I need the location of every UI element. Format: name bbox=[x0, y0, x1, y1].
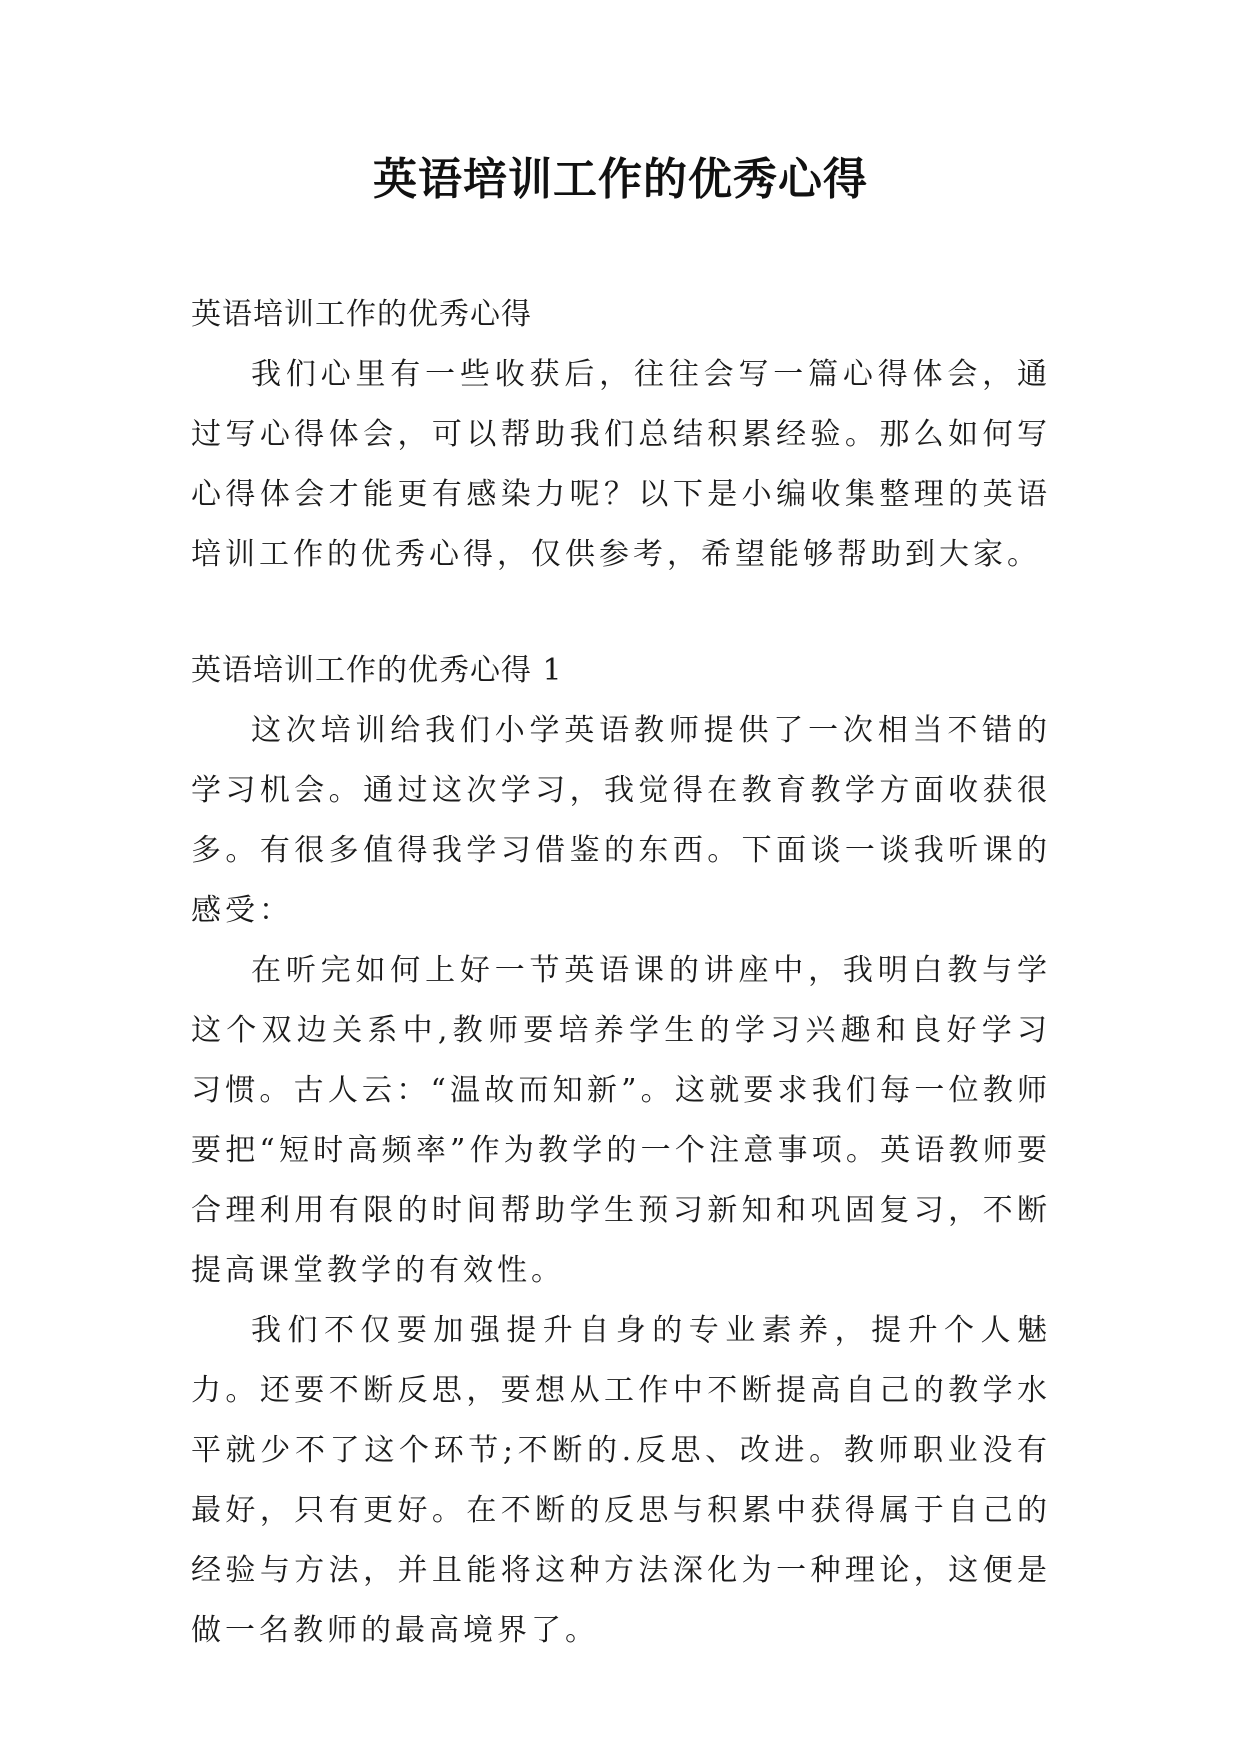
section-heading: 英语培训工作的优秀心得 bbox=[191, 297, 532, 332]
document-title: 英语培训工作的优秀心得 bbox=[373, 154, 868, 205]
body-paragraph: 这次培训给我们小学英语教师提供了一次相当不错的学习机会。通过这次学习，我觉得在教育教学方面收获很多。有很多值得我学习借鉴的东西。下面谈一谈我听课的感受： bbox=[191, 713, 1051, 928]
body-paragraph: 我们不仅要加强提升自身的专业素养，提升个人魅力。还要不断反思，要想从工作中不断提高自己的教学水平就少不了这个环节;不断的.反思、改进。教师职业没有最好，只有更好。在不断的反思与积累中获得属于自己的经验与方法，并且能将这种方法深化为一种理论，这便是做一名教师的最高境界了。 bbox=[191, 1313, 1051, 1648]
body-paragraph: 在听完如何上好一节英语课的讲座中，我明白教与学这个双边关系中,教师要培养学生的学习兴趣和良好学习习惯。古人云：“温故而知新”。这就要求我们每一位教师要把“短时高频率”作为教学的一个注意事项。英语教师要合理利用有限的时间帮助学生预习新知和巩固复习，不断提高课堂教学的有效性。 bbox=[191, 953, 1051, 1288]
section-heading: 英语培训工作的优秀心得 1 bbox=[191, 653, 563, 688]
intro-paragraph: 我们心里有一些收获后，往往会写一篇心得体会，通过写心得体会，可以帮助我们总结积累经验。那么如何写心得体会才能更有感染力呢？以下是小编收集整理的英语培训工作的优秀心得，仅供参考，希望能够帮助到大家。 bbox=[191, 357, 1051, 572]
section-spacer bbox=[191, 585, 1051, 641]
document-body bbox=[191, 285, 1051, 1661]
